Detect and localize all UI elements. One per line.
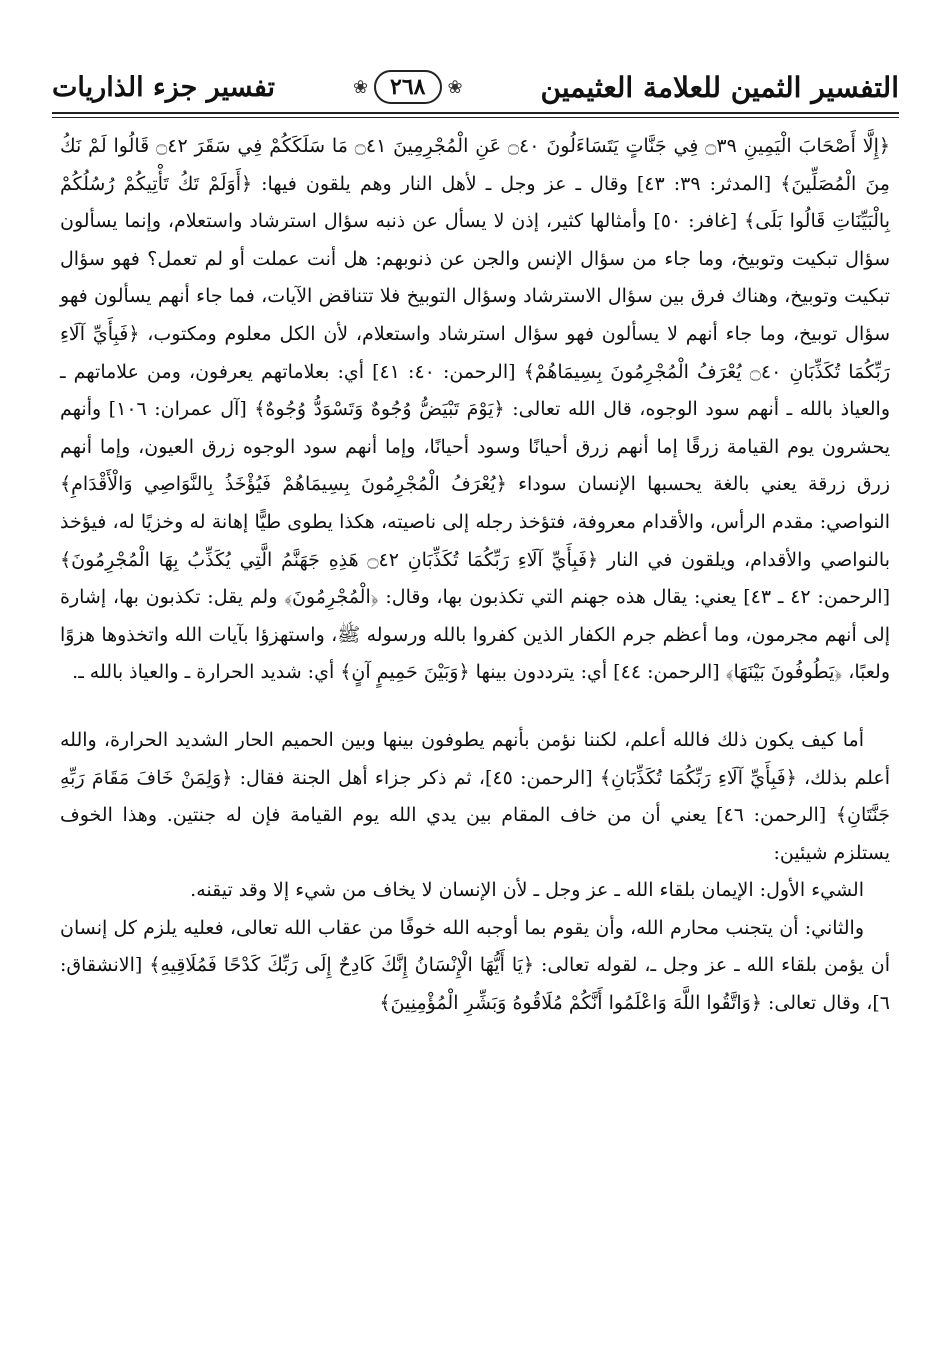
part-title: تفسير جزء الذاريات xyxy=(52,71,275,103)
paragraph: ﴿إِلَّا أَصْحَابَ الْيَمِينِ ۝٣٩ فِي جَنَّاتٍ يَتَسَاءَلُونَ ۝٤٠ عَنِ الْمُجْرِمِينَ ۝٤١ مَا سَلَكَكُمْ فِي سَقَرَ ۝٤٢ قَالُوا لَمْ نَكُ مِنَ الْمُصَلِّينَ﴾ [المدثر: ٣٩: ٤٣] وقال ـ عز وجل ـ لأهل النار وهم يلقون فيها: ﴿أَوَلَمْ تَكُ تَأْتِيكُمْ رُسُلُكُمْ بِالْبَيِّنَاتِ قَالُوا بَلَى﴾ [غافر: ٥٠] وأمثالها كثير، إذن لا يسأل عن ذنبه سؤال استرشاد واستعلام، وإنما يسألون سؤال تبكيت وتوبيخ، وما جاء من سؤال الإنس والجن عن ذنوبهم: هل أنت عملت أو لم تعمل؟ فهو سؤال تبكيت وتوبيخ، وهناك فرق بين سؤال الاسترشاد وسؤال التوبيخ فلا تتناقض الآيات، فما جاء أنهم يسألون فهو سؤال توبيخ، وما جاء أنهم لا يسألون فهو سؤال استرشاد واستعلام، لأن الكل معلوم ومكتوب، ﴿فَبِأَيِّ آلَاءِ رَبِّكُمَا تُكَذِّبَانِ ۝٤٠ يُعْرَفُ الْمُجْرِمُونَ بِسِيمَاهُمْ﴾ [الرحمن: ٤٠: ٤١] أي: بعلاماتهم يعرفون، ومن علاماتهم ـ والعياذ بالله ـ أنهم سود الوجوه، قال الله تعالى: ﴿يَوْمَ تَبْيَضُّ وُجُوهٌ وَتَسْوَدُّ وُجُوهٌ﴾ [آل عمران: ١٠٦] وأنهم يحشرون يوم القيامة زرقًا إما أنهم زرق أحيانًا وسود أحيانًا، وإما أنهم سود الوجوه زرق العيون، وإما أنهم زرق زرقة يعني بالغة يحسبها الإنسان سوداء ﴿يُعْرَفُ الْمُجْرِمُونَ بِسِيمَاهُمْ فَيُؤْخَذُ بِالنَّوَاصِي وَالْأَقْدَامِ﴾ النواصي: مقدم الرأس، والأقدام معروفة، فتؤخذ رجله إلى ناصيته، هكذا يطوى طيًّا إهانة له وخزيًا له، فيؤخذ بالنواصي والأقدام، ويلقون في النار ﴿فَبِأَيِّ آلَاءِ رَبِّكُمَا تُكَذِّبَانِ ۝٤٢ هَذِهِ جَهَنَّمُ الَّتِي يُكَذِّبُ بِهَا الْمُجْرِمُونَ﴾ [الرحمن: ٤٢ ـ ٤٣] يعني: يقال هذه جهنم التي تكذبون بها، وقال: ﴿الْمُجْرِمُونَ﴾ ولم يقل: تكذبون بها، إشارة إلى أنهم مجرمون، وما أعظم جرم الكفار الذين كفروا بالله ورسوله ﷺ، واستهزؤا بآيات الله واتخذوها هزوًا ولعبًا، ﴿يَطُوفُونَ بَيْنَهَا﴾ [الرحمن: ٤٤] أي: يترددون بينها ﴿وَبَيْنَ حَمِيمٍ آنٍ﴾ أي: شديد الحرارة ـ والعياذ بالله ـ. xyxy=(60,135,891,684)
paragraph: والثاني: أن يتجنب محارم الله، وأن يقوم بما أوجبه الله خوفًا من عقاب الله تعالى، فعليه يلزم كل إنسان أن يؤمن بلقاء الله ـ عز وجل ـ، لقوله تعالى: ﴿يَا أَيُّهَا الْإِنْسَانُ إِنَّكَ كَادِحٌ إِلَى رَبِّكَ كَدْحًا فَمُلَاقِيهِ﴾ [الانشقاق: ٦]، وقال تعالى: ﴿وَاتَّقُوا اللَّهَ وَاعْلَمُوا أَنَّكُمْ مُلَاقُوهُ وَبَشِّرِ الْمُؤْمِنِينَ﴾ xyxy=(60,916,890,1015)
body-text xyxy=(60,128,890,1023)
page-number: ٢٦٨ xyxy=(374,70,441,104)
header-rule-thin xyxy=(52,117,899,118)
ornament-icon: ❀ xyxy=(352,76,369,98)
paragraph: الشيء الأول: الإيمان بلقاء الله ـ عز وجل ـ لأن الإنسان لا يخاف من شيء إلا وقد تيقنه. xyxy=(190,879,864,902)
page-header xyxy=(52,64,899,110)
book-title: التفسير الثمين للعلامة العثيمين xyxy=(540,70,899,104)
header-rule xyxy=(52,112,899,114)
ornament-icon: ❀ xyxy=(447,76,463,98)
paragraph: أما كيف يكون ذلك فالله أعلم، لكننا نؤمن بأنهم يطوفون بينها وبين الحميم الحار الشديد الحرارة، والله أعلم بذلك، ﴿فَبِأَيِّ آلَاءِ رَبِّكُمَا تُكَذِّبَانِ﴾ [الرحمن: ٤٥]، ثم ذكر جزاء أهل الجنة فقال: ﴿وَلِمَنْ خَافَ مَقَامَ رَبِّهِ جَنَّتَانِ﴾ [الرحمن: ٤٦] يعني أن من خاف المقام بين يدي الله يوم القيامة فإن له جنتين. وهذا الخوف يستلزم شيئين: xyxy=(60,728,891,864)
page-number-badge xyxy=(353,70,463,104)
